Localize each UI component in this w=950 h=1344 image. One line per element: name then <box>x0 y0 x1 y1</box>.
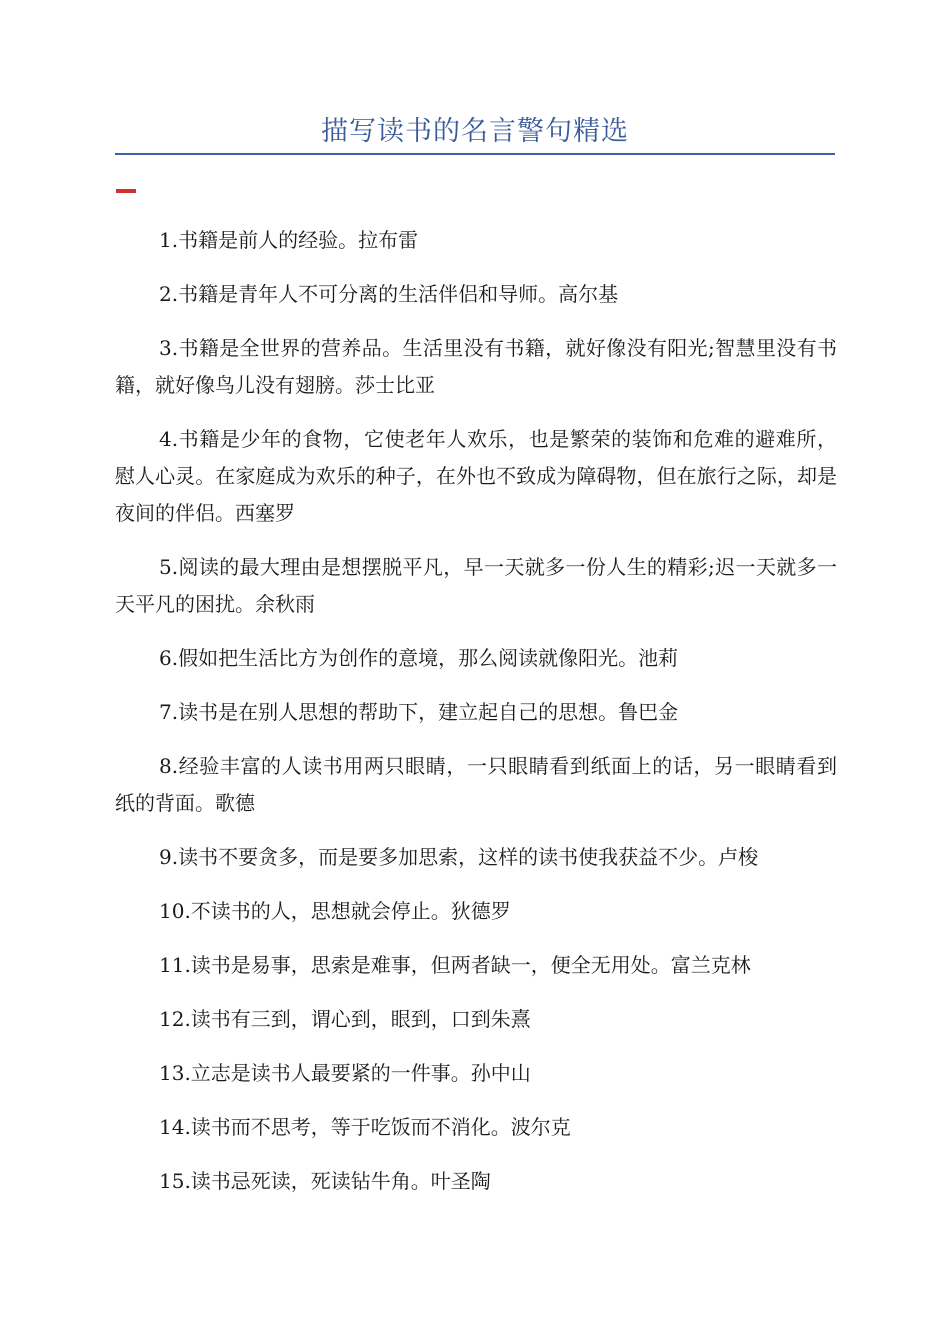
quote-item: 3.书籍是全世界的营养品。生活里没有书籍，就好像没有阳光;智慧里没有书籍，就好像鸟儿没有翅膀。莎士比亚 <box>115 336 837 397</box>
quote-item: 15.读书忌死读，死读钻牛角。叶圣陶 <box>159 1169 491 1193</box>
quote-item: 4.书籍是少年的食物，它使老年人欢乐，也是繁荣的装饰和危难的避难所，慰人心灵。在家庭成为欢乐的种子，在外也不致成为障碍物，但在旅行之际，却是夜间的伴侣。西塞罗 <box>115 427 837 525</box>
quote-item: 5.阅读的最大理由是想摆脱平凡，早一天就多一份人生的精彩;迟一天就多一天平凡的困扰。余秋雨 <box>115 555 837 616</box>
quote-item: 7.读书是在别人思想的帮助下，建立起自己的思想。鲁巴金 <box>159 700 679 724</box>
quote-item: 12.读书有三到，谓心到，眼到，口到朱熹 <box>159 1007 531 1031</box>
quote-item: 10.不读书的人，思想就会停止。狄德罗 <box>159 899 511 923</box>
quote-item: 11.读书是易事，思索是难事，但两者缺一，便全无用处。富兰克林 <box>159 953 751 977</box>
page-title: 描写读书的名言警句精选 <box>321 116 629 147</box>
quote-item: 13.立志是读书人最要紧的一件事。孙中山 <box>159 1061 531 1085</box>
quote-list <box>115 222 837 1217</box>
quote-item: 1.书籍是前人的经验。拉布雷 <box>159 228 419 252</box>
quote-item: 2.书籍是青年人不可分离的生活伴侣和导师。高尔基 <box>159 282 619 306</box>
section-marker <box>116 189 136 193</box>
quote-item: 8.经验丰富的人读书用两只眼睛，一只眼睛看到纸面上的话，另一眼睛看到纸的背面。歌德 <box>115 754 837 815</box>
quote-item: 6.假如把生活比方为创作的意境，那么阅读就像阳光。池莉 <box>159 646 679 670</box>
title-divider <box>115 153 835 155</box>
quote-item: 14.读书而不思考，等于吃饭而不消化。波尔克 <box>159 1115 571 1139</box>
quote-item: 9.读书不要贪多，而是要多加思索，这样的读书使我获益不少。卢梭 <box>159 845 759 869</box>
